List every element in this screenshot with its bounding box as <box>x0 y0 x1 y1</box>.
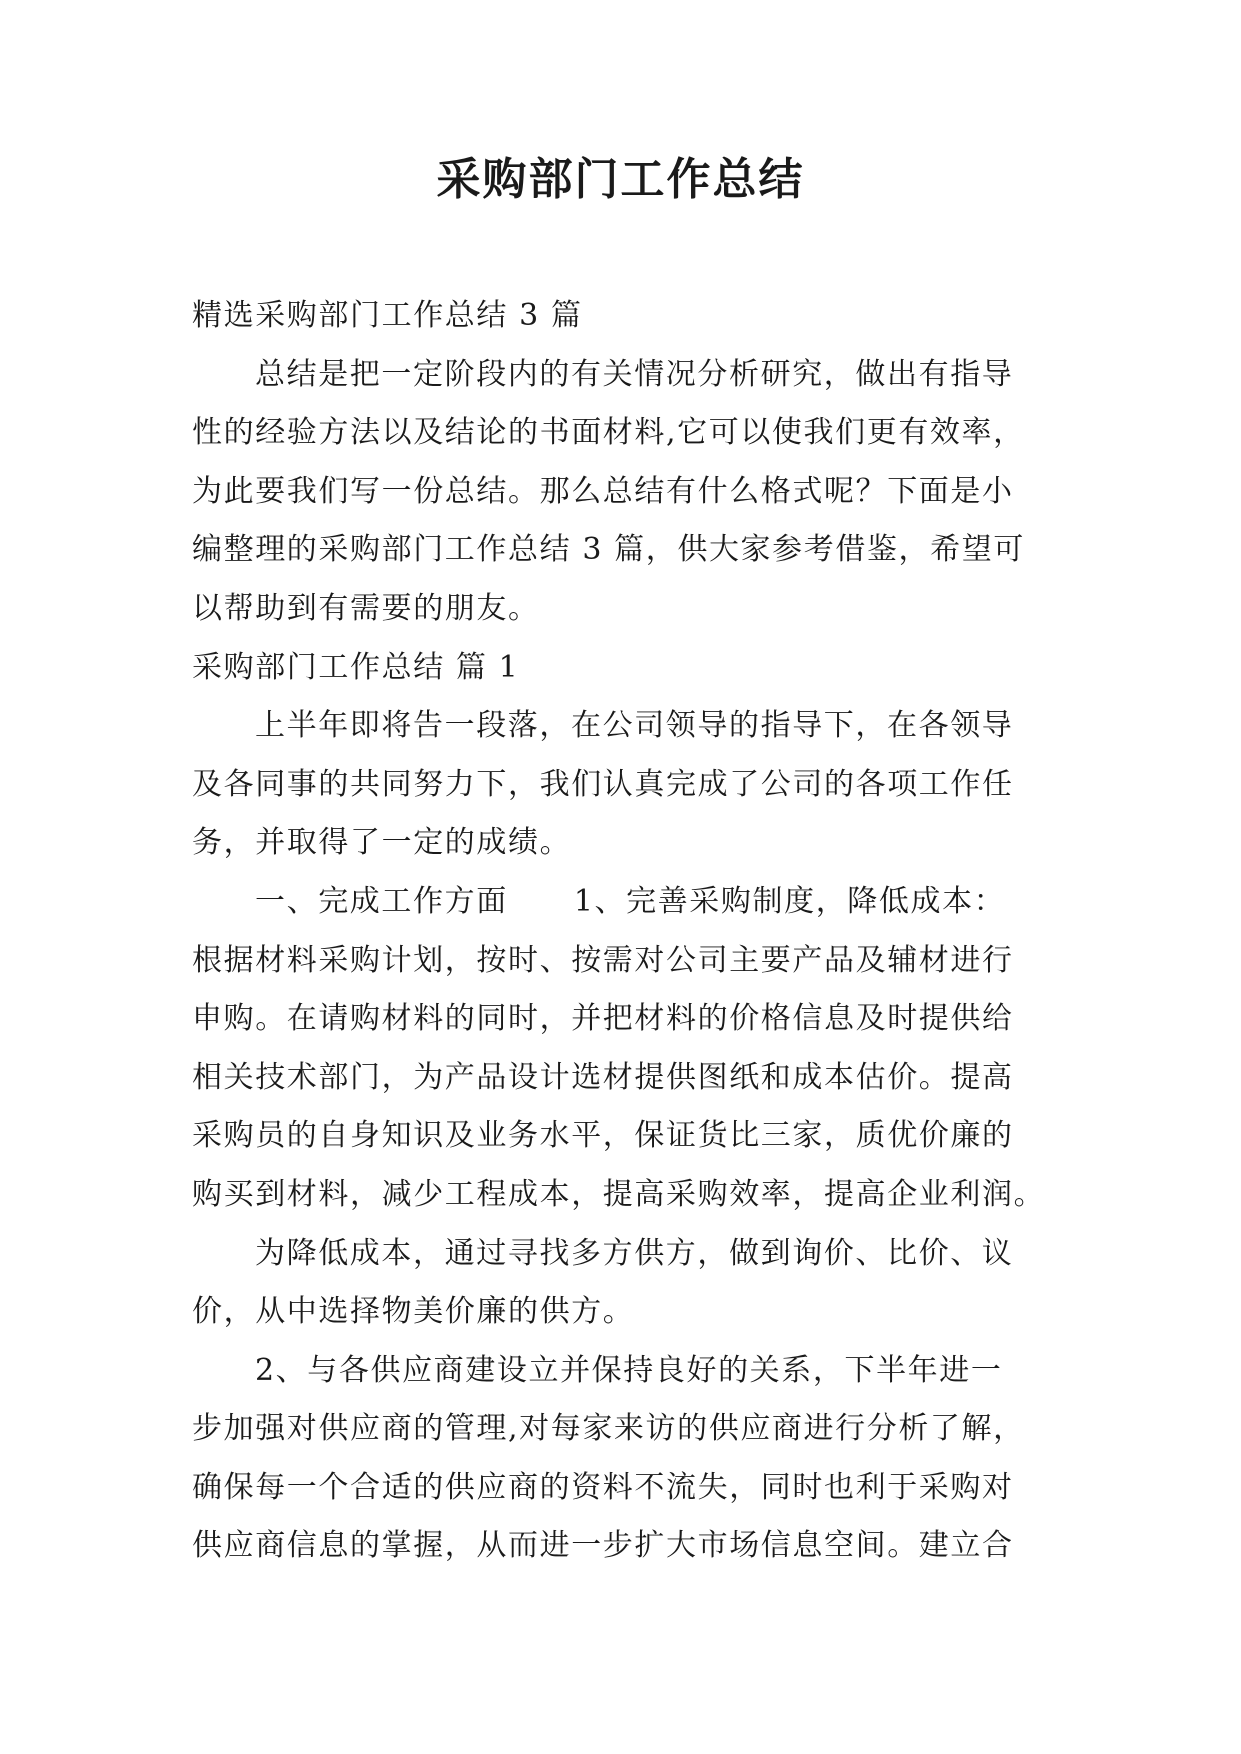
paragraph-line: 购买到材料，减少工程成本，提高采购效率，提高企业利润。 <box>192 1176 1046 1212</box>
paragraph-line: 务，并取得了一定的成绩。 <box>192 825 572 861</box>
section-heading: 采购部门工作总结 篇 1 <box>192 649 520 685</box>
document-body <box>192 287 1064 1576</box>
paragraph-line: 编整理的采购部门工作总结 3 篇，供大家参考借鉴，希望可 <box>192 532 1025 568</box>
paragraph-line: 相关技术部门，为产品设计选材提供图纸和成本估价。提高 <box>192 1059 1014 1095</box>
subtitle-line: 精选采购部门工作总结 3 篇 <box>192 298 583 333</box>
paragraph-line: 总结是把一定阶段内的有关情况分析研究，做出有指导 <box>255 356 1014 392</box>
document-title: 采购部门工作总结 <box>436 154 805 205</box>
paragraph-line: 采购员的自身知识及业务水平，保证货比三家，质优价廉的 <box>192 1118 1014 1154</box>
paragraph-line: 上半年即将告一段落，在公司领导的指导下，在各领导 <box>255 708 1014 744</box>
paragraph-line: 以帮助到有需要的朋友。 <box>192 590 540 626</box>
paragraph-line: 为降低成本，通过寻找多方供方，做到询价、比价、议 <box>255 1235 1014 1271</box>
paragraph-line: 申购。在请购材料的同时，并把材料的价格信息及时提供给 <box>192 1001 1014 1037</box>
paragraph-line <box>192 873 1064 932</box>
paragraph-line: 供应商信息的掌握，从而进一步扩大市场信息空间。建立合 <box>192 1528 1014 1564</box>
paragraph-line: 根据材料采购计划，按时、按需对公司主要产品及辅材进行 <box>192 942 1014 978</box>
paragraph-line: 2、与各供应商建设立并保持良好的关系，下半年进一 <box>255 1352 1003 1388</box>
paragraph-line: 确保每一个合适的供应商的资料不流失，同时也利于采购对 <box>192 1469 1014 1505</box>
paragraph-line: 性的经验方法以及结论的书面材料,它可以使我们更有效率， <box>192 415 1025 451</box>
paragraph-line: 步加强对供应商的管理,对每家来访的供应商进行分析了解， <box>192 1411 1025 1447</box>
subheading-text: 一、完成工作方面 <box>255 883 508 919</box>
paragraph-line: 为此要我们写一份总结。那么总结有什么格式呢？下面是小 <box>192 473 1014 509</box>
subheading-item-text: 1、完善采购制度，降低成本： <box>573 883 1006 919</box>
paragraph-line: 价，从中选择物美价廉的供方。 <box>192 1294 635 1330</box>
paragraph-line: 及各同事的共同努力下，我们认真完成了公司的各项工作任 <box>192 766 1014 802</box>
